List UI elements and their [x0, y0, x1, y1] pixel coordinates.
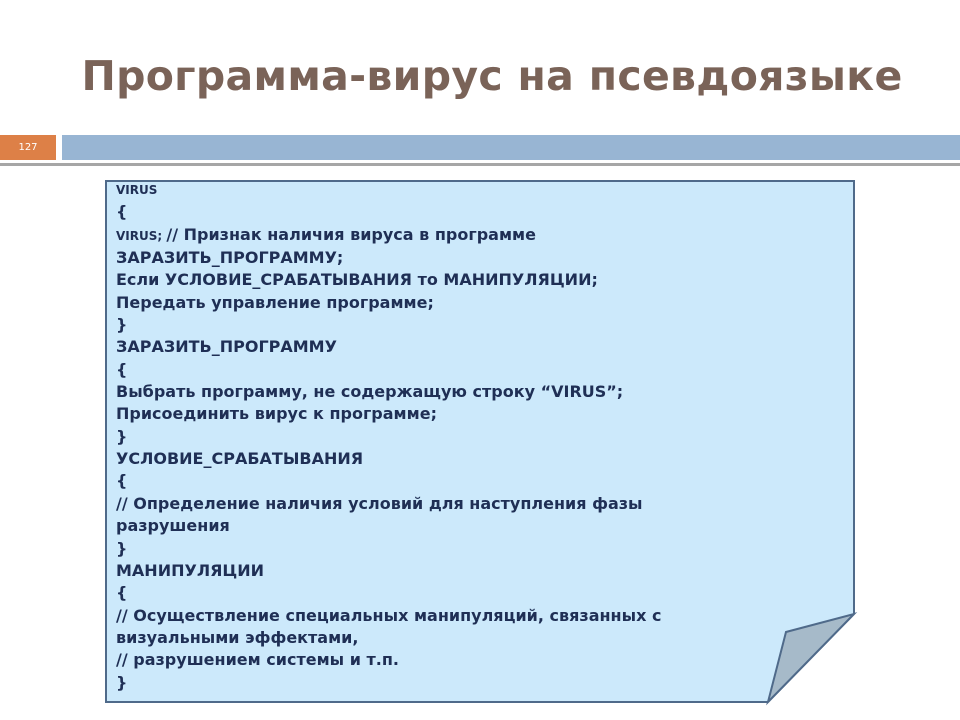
- code-text: ЗАРАЗИТЬ_ПРОГРАММУ: [116, 337, 337, 357]
- code-text: {: [116, 359, 128, 379]
- code-block: [116, 178, 836, 694]
- code-line: [116, 381, 836, 403]
- code-line: [116, 649, 836, 671]
- code-line: [116, 515, 836, 537]
- code-line: [116, 224, 836, 247]
- code-line: [116, 627, 836, 649]
- code-text: {: [116, 583, 128, 603]
- code-keyword-small: VIRUS;: [116, 228, 167, 243]
- code-text: {: [116, 471, 128, 491]
- code-text: // разрушением системы и т.п.: [116, 650, 399, 670]
- slide-number-badge: 127: [0, 135, 56, 160]
- code-text: Передать управление программе;: [116, 292, 434, 312]
- code-text: разрушения: [116, 516, 230, 536]
- code-line: [116, 560, 836, 582]
- code-line: [116, 470, 836, 492]
- slide-title: Программа-вирус на псевдоязыке: [81, 52, 903, 100]
- code-text: Если УСЛОВИЕ_СРАБАТЫВАНИЯ то МАНИПУЛЯЦИИ;: [116, 270, 598, 290]
- code-text: ЗАРАЗИТЬ_ПРОГРАММУ;: [116, 248, 344, 268]
- code-line: [116, 314, 836, 336]
- code-line: [116, 605, 836, 627]
- code-text: МАНИПУЛЯЦИИ: [116, 560, 265, 580]
- code-text: }: [116, 426, 128, 446]
- code-line: [116, 292, 836, 314]
- code-line: [116, 336, 836, 358]
- code-text: }: [116, 538, 128, 558]
- code-text: // Определение наличия условий для наступления фазы: [116, 493, 643, 513]
- code-line: [116, 582, 836, 604]
- code-line: [116, 538, 836, 560]
- code-text: Присоединить вирус к программе;: [116, 404, 437, 424]
- code-line: [116, 201, 836, 223]
- code-line: [116, 426, 836, 448]
- code-text: визуальными эффектами,: [116, 627, 359, 647]
- code-line: [116, 359, 836, 381]
- code-line: [116, 178, 836, 201]
- code-line: [116, 247, 836, 269]
- code-line: [116, 403, 836, 425]
- code-text: }: [116, 672, 128, 692]
- code-line: [116, 672, 836, 694]
- code-line: [116, 269, 836, 291]
- code-text: {: [116, 202, 128, 222]
- code-text: }: [116, 315, 128, 335]
- code-text: // Признак наличия вируса в программе: [166, 224, 536, 244]
- code-text: // Осуществление специальных манипуляций, связанных с: [116, 605, 662, 625]
- code-line: [116, 448, 836, 470]
- code-text: УСЛОВИЕ_СРАБАТЫВАНИЯ: [116, 449, 364, 469]
- code-text: Выбрать программу, не содержащую строку “VIRUS”;: [116, 382, 624, 402]
- code-line: [116, 493, 836, 515]
- code-keyword-small: VIRUS: [116, 183, 158, 197]
